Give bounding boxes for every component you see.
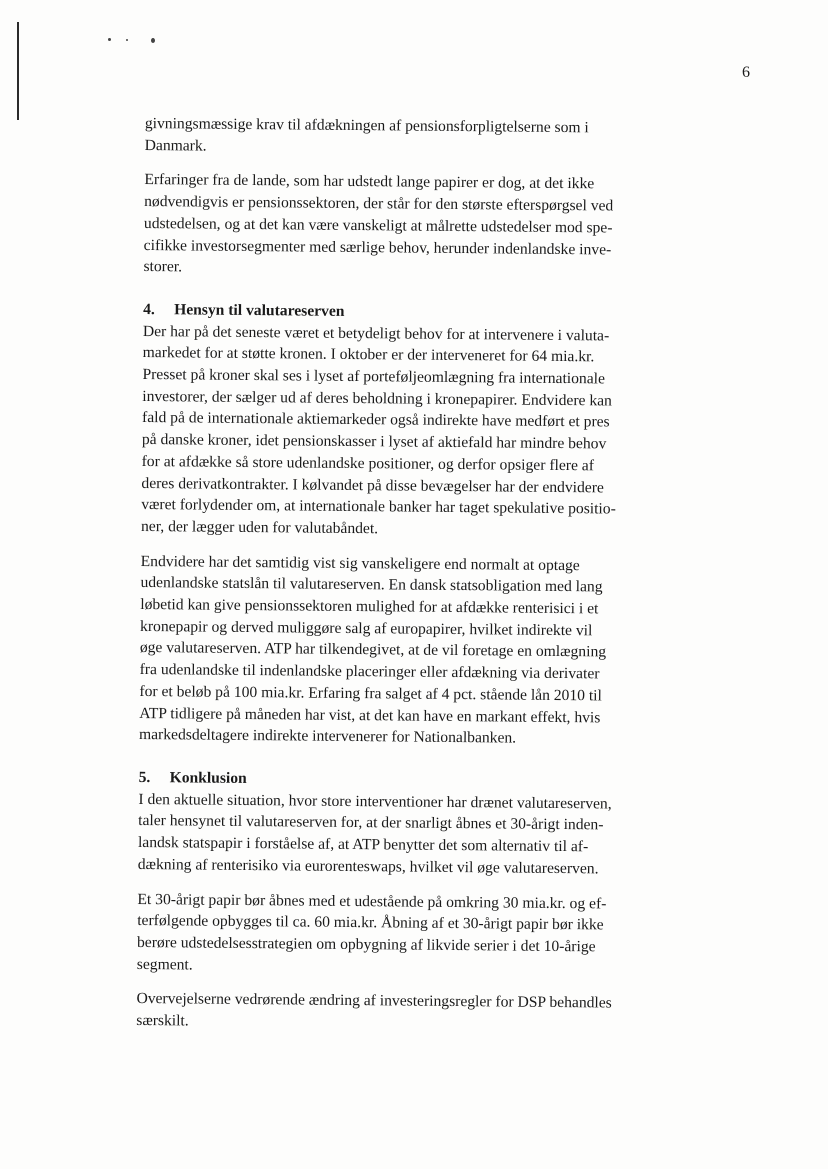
scan-speck — [108, 38, 111, 41]
text-line: ATP tidligere på måneden har vist, at det kan have en markant effekt, hvis — [139, 704, 601, 726]
text-line: nødvendigvis er pensionssektoren, der står for den største efterspørgsel ved — [144, 193, 614, 215]
text-line: markedsdeltagere indirekte intervenerer for Nationalbanken. — [138, 726, 517, 747]
text-line: været forlydender om, at internationale banker har taget spekulative positio- — [141, 496, 616, 518]
text-line: markedet for at støtte kronen. I oktober er der interveneret for 64 mia.kr. — [142, 344, 595, 366]
text-line: givningsmæssige krav til afdækningen af pensionsforpligtelserne som i — [144, 114, 589, 137]
text-line: Et 30-årigt papir bør åbnes med et udestående på omkring 30 mia.kr. og ef- — [137, 890, 607, 912]
text-line: Presset på kroner skal ses i lyset af porteføljeomlægning fra internationale — [142, 366, 606, 388]
text-line: I den aktuelle situation, hvor store interventioner har drænet valutareserven, — [138, 790, 612, 813]
page-number: 6 — [742, 64, 750, 81]
text-line: udenlandske statslån til valutareserven. En dansk statsobligation med lang — [140, 574, 603, 596]
section-5-paragraph-3 — [136, 988, 648, 1036]
text-line: Erfaringer fra de lande, som har udstedt lange papirer er dog, at det ikke — [144, 171, 595, 193]
text-line: cifikke investorsegmenter med særlige behov, herunder indenlandske inve- — [143, 236, 612, 258]
text-line: taler hensynet til valutareserven for, at der snarligt åbnes et 30-årigt inden- — [138, 812, 604, 834]
text-line: særskilt. — [136, 1011, 189, 1030]
text-line: segment. — [136, 955, 193, 974]
section-5-paragraph-2 — [137, 888, 650, 980]
section-title: Konklusion — [169, 769, 247, 787]
text-line: dækning af renterisiko via eurorenteswaps, hvilket vil øge valutareserven. — [137, 855, 599, 878]
document-body — [136, 113, 657, 1050]
text-line: storer. — [143, 258, 183, 276]
text-line: Der har på det seneste været et betydeligt behov for at intervenere i valuta- — [142, 322, 610, 345]
text-line: for at afdække så store udenlandske positioner, og derfor opsiger flere af — [141, 452, 595, 475]
text-line: løbetid kan give pensionssektoren mulighed for at afdække renterisici i et — [140, 596, 599, 618]
section-number: 5. — [138, 768, 151, 787]
section-5-paragraph-1 — [138, 789, 651, 881]
text-line: berøre udstedelsesstrategien om opbygning af likvide serier i det 10-årige — [136, 933, 596, 956]
section-4-paragraph-2 — [139, 551, 653, 751]
scan-margin-line — [17, 22, 19, 120]
text-line: investorer, der sælger ud af deres beholdning i kronepapirer. Endvidere kan — [142, 387, 612, 410]
text-line: Endvidere har det samtidig vist sig vanskeligere end normalt at optage — [140, 552, 580, 574]
text-line: for et beløb på 100 mia.kr. Erfaring fra salget af 4 pct. stående lån 2010 til — [139, 682, 602, 705]
text-line: udstedelsen, og at det kan være vanskeligt at målrette udstedelser mod spe- — [143, 214, 613, 237]
text-line: øge valutareserven. ATP har tilkendegivet, at de vil foretage en omlægning — [139, 639, 607, 661]
text-line: kronepapir og derved muliggøre salg af europapirer, hvilket indirekte vil — [139, 617, 593, 640]
intro-paragraph-1 — [145, 113, 657, 161]
text-line: fald på de internationale aktiemarkeder også indirekte have medført et pres — [141, 409, 610, 431]
text-line: Danmark. — [144, 136, 207, 155]
text-line: landsk statspapir i forståelse af, at ATP benytter det som alternativ til af- — [137, 834, 589, 856]
section-number: 4. — [143, 300, 155, 319]
intro-paragraph-2 — [143, 169, 656, 282]
section-title: Hensyn til valutareserven — [174, 301, 345, 320]
text-line: terfølgende opbygges til ca. 60 mia.kr. Åbning af et 30-årigt papir bør ikke — [137, 912, 604, 934]
text-line: fra udenlandske til indenlandske placeringer eller afdækning via derivater — [139, 661, 600, 683]
section-4-paragraph-1 — [141, 321, 655, 543]
scan-speck — [151, 38, 155, 43]
text-line: Overvejelserne vedrørende ændring af investeringsregler for DSP behandles — [136, 990, 612, 1012]
text-line: deres derivatkontrakter. I kølvandet på disse bevægelser har der endvidere — [141, 474, 604, 496]
text-line: på danske kroner, idet pensionskasser i lyset af aktiefald har mindre behov — [141, 431, 607, 453]
scan-speck — [126, 39, 128, 41]
text-line: ner, der lægger uden for valutabåndet. — [140, 517, 379, 538]
